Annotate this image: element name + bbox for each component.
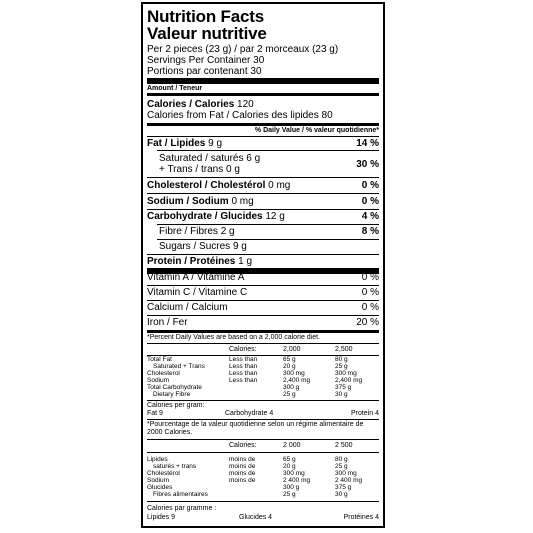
footnote-fr-v1: 300 mg [283,470,305,477]
nutrient-label: Sugars / Sucres [159,241,231,252]
footnote-en-v1: 300 mg [283,370,305,377]
nutrient-row-trans [159,164,240,175]
footnote-en-v2: 2,400 mg [335,377,363,384]
nutrient-amount: 1 g [238,256,253,267]
divider-thin [147,419,379,420]
footnote-en-v1: 2,400 mg [283,377,311,384]
divider-thin [147,209,379,210]
divider-thin [147,315,379,316]
divider-thin [147,300,379,301]
footnote-en-v1: 65 g [283,356,296,363]
servings-per-container-fr: Portions par contenant 30 [147,66,262,77]
footnote-en-row: Cholesterol [147,370,180,377]
calories-label: Calories / Calories [147,99,235,110]
nutrient-row-carbohydrate [147,211,285,222]
divider-thin [147,452,379,453]
mineral-row-calcium: Calcium / Calcium [147,302,228,313]
footnote-en-row: Saturated + Trans [153,363,205,370]
nutrient-row-fat [147,138,222,149]
nutrient-amount: 0 mg [268,180,291,191]
footnote-en-v2: 30 g [335,391,348,398]
footnote-fr-row: Sodium [147,477,170,484]
divider-thin [147,439,379,440]
footnote-en-v1: 300 g [283,384,300,391]
footnote-fr-v1: 300 g [283,484,300,491]
footnote-fr-col1: 2 000 [283,442,301,449]
nutrient-row-protein [147,256,252,267]
footnote-fr-v1: 65 g [283,456,296,463]
footnote-en-qual: Less than [229,356,258,363]
footnote-en-calories-label: Calories: [229,346,257,353]
divider-thin [157,239,379,240]
footnote-en-v2: 80 g [335,356,348,363]
footnote-en-col2: 2,500 [335,346,353,353]
divider-medium [147,123,379,126]
nutrient-label: Saturated / saturés [159,153,244,164]
footnote-en-v2: 375 g [335,384,352,391]
nutrient-label: Sodium / Sodium [147,196,229,207]
nutrient-amount: 0 g [225,164,240,175]
footnote-fr-v1: 2 400 mg [283,477,311,484]
footnote-fr-v2: 25 g [335,463,348,470]
nutrient-label: Cholesterol / Cholestérol [147,180,266,191]
divider-medium [147,93,379,96]
nutrient-dv-fibre: 8 % [361,226,379,237]
vitamin-row-a: Vitamin A / Vitamine A [147,272,245,283]
footnote-en-row: Total Fat [147,356,172,363]
footnote-en-v2: 25 g [335,363,348,370]
divider-thin [147,501,379,502]
nutrient-amount: 0 mg [231,196,254,207]
footnote-fr-carb: Glucides 4 [239,514,273,521]
nutrient-row-sodium [147,196,254,207]
footnote-fr-protein: Protéines 4 [343,514,379,521]
footnote-en-v1: 20 g [283,363,296,370]
footnote-fr-row: Glucides [147,484,173,491]
footnote-fr-row: Cholestérol [147,470,180,477]
divider-thin [147,285,379,286]
footnote-en-fat: Fat 9 [147,410,163,417]
nutrient-dv-cholesterol: 0 % [361,180,379,191]
nutrient-row-sugars [159,241,247,252]
footnote-fr-row: Lipides [147,456,168,463]
footnote-en-per-gram: Calories per gram: [147,402,205,409]
divider-thick [147,78,379,84]
footnote-fr-v2: 375 g [335,484,352,491]
divider-thin [147,254,379,255]
mineral-row-iron: Iron / Fer [147,317,188,328]
footnote-en-row: Sodium [147,377,170,384]
amount-label: Amount / Teneur [147,85,203,92]
nutrient-label: Carbohydrate / Glucides [147,211,263,222]
footnote-en-qual: Less than [229,363,258,370]
nutrition-facts-label [141,2,385,528]
vitamin-dv-a: 0 % [361,272,379,283]
divider-medium [147,330,379,333]
calories-from-fat-row [147,110,333,121]
footnote-en-v2: 300 mg [335,370,357,377]
nutrient-amount: 9 g [232,241,247,252]
nutrient-amount: 9 g [208,138,223,149]
servings-per-container-en: Servings Per Container 30 [147,55,265,66]
nutrient-dv-sodium: 0 % [361,196,379,207]
footnote-fr-v1: 25 g [283,491,296,498]
mineral-dv-calcium: 0 % [361,302,379,313]
footnote-en-row: Dietary Fibre [153,391,191,398]
nutrient-amount: 2 g [220,226,235,237]
footnote-en-carb: Carbohydrate 4 [225,410,274,417]
nutrient-label: Fat / Lipides [147,138,206,149]
footnote-fr-fat: Lipides 9 [147,514,176,521]
footnote-fr-v2: 80 g [335,456,348,463]
footnote-fr-row: saturés + trans [153,463,197,470]
nutrient-dv-carbohydrate: 4 % [361,211,379,222]
calories-row [147,99,254,110]
footnote-fr-v2: 30 g [335,491,348,498]
footnote-en-qual: Less than [229,370,258,377]
nutrient-label: Fibre / Fibres [159,226,218,237]
footnote-fr-col2: 2 500 [335,442,353,449]
vitamin-row-c: Vitamin C / Vitamine C [147,287,248,298]
serving-size: Per 2 pieces (23 g) / par 2 morceaux (23 g) [147,44,339,55]
footnote-en-qual: Less than [229,377,258,384]
nutrient-dv-fat: 14 % [356,138,379,149]
calories-value: 120 [237,99,254,110]
footnote-en-note: *Percent Daily Values are based on a 2,000 calorie diet. [147,334,321,341]
nutrient-dv-saturated-trans: 30 % [356,159,379,170]
nutrient-row-fibre [159,226,235,237]
nutrient-label: Protein / Protéines [147,256,236,267]
footnote-fr-v2: 2 400 mg [335,477,363,484]
footnote-fr-v2: 300 mg [335,470,357,477]
nutrient-amount: 12 g [265,211,285,222]
mineral-dv-iron: 20 % [356,317,379,328]
nutrient-label: + Trans / trans [159,164,224,175]
footnote-fr-note-line1: *Pourcentage de la valeur quotidienne selon un régime alimentaire de [147,421,364,428]
vitamin-dv-c: 0 % [361,287,379,298]
footnote-fr-v1: 20 g [283,463,296,470]
footnote-fr-qual: moins de [229,456,256,463]
footnote-en-protein: Protein 4 [350,410,379,417]
divider-thin [147,136,379,137]
nutrient-row-cholesterol [147,180,290,191]
footnote-fr-qual: moins de [229,463,256,470]
daily-value-header: % Daily Value / % valeur quotidienne* [254,127,379,134]
title-english: Nutrition Facts [147,7,264,26]
nutrient-amount: 6 g [246,153,261,164]
divider-thin [147,177,379,178]
footnote-en-col1: 2,000 [283,346,301,353]
footnote-en-v1: 25 g [283,391,296,398]
divider-thin [157,224,379,225]
nutrient-row-saturated [159,153,260,164]
footnote-fr-per-gram: Calories par gramme : [147,505,217,512]
calories-from-fat-label: Calories from Fat / Calories des lipides [147,110,319,121]
footnote-fr-qual: moins de [229,477,256,484]
footnote-fr-calories-label: Calories: [229,442,257,449]
divider-thin [147,193,379,194]
divider-thin [147,343,379,344]
footnote-fr-qual: moins de [229,470,256,477]
title-french: Valeur nutritive [147,24,267,43]
calories-from-fat-value: 80 [321,110,333,121]
divider-thin [147,400,379,401]
footnote-fr-note-line2: 2000 Calories. [147,429,193,436]
footnote-fr-row: Fibres alimentaires [153,491,208,498]
footnote-en-row: Total Carbohydrate [147,384,202,391]
divider-thin [157,150,379,151]
